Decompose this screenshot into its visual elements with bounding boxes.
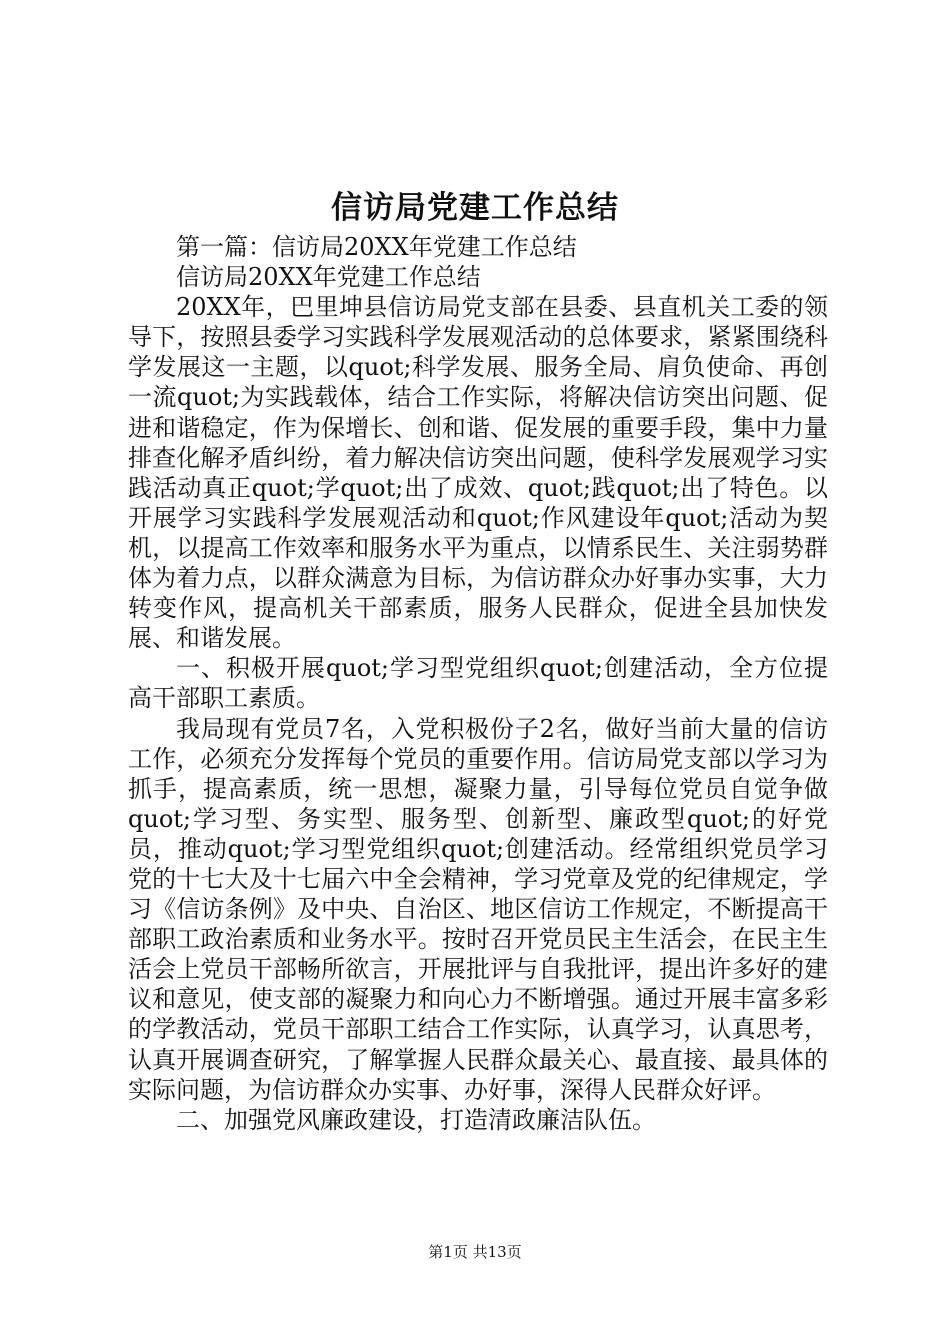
paragraph: 一、积极开展quot;学习型党组织quot;创建活动，全方位提高干部职工素质。 [128, 654, 828, 713]
paragraph: 信访局20XX年党建工作总结 [176, 263, 481, 292]
page-title: 信访局党建工作总结 [331, 190, 619, 226]
document-body [128, 232, 828, 1135]
paragraph: 我局现有党员7名，入党积极份子2名，做好当前大量的信访工作，必须充分发挥每个党员的重要作用。信访局党支部以学习为抓手，提高素质，统一思想，凝聚力量，引导每位党员自觉争做quot;学习型、务实型、服务型、创新型、廉政型quot;的好党员，推动quot;学习型党组织quot;创建活动。经常组织党员学习党的十七大及十七届六中全会精神，学习党章及党的纪律规定，学习《信访条例》及中央、自治区、地区信访工作规定，不断提高干部职工政治素质和业务水平。按时召开党员民主生活会，在民主生活会上党员干部畅所欲言，开展批评与自我批评，提出许多好的建议和意见，使支部的凝聚力和向心力不断增强。通过开展丰富多彩的学教活动，党员干部职工结合工作实际，认真学习，认真思考，认真开展调查研究，了解掌握人民群众最关心、最直接、最具体的实际问题，为信访群众办实事、办好事，深得人民群众好评。 [128, 714, 828, 1104]
paragraph: 20XX年，巴里坤县信访局党支部在县委、县直机关工委的领导下，按照县委学习实践科学发展观活动的总体要求，紧紧围绕科学发展这一主题，以quot;科学发展、服务全局、肩负使命、再创一流quot;为实践载体，结合工作实际，将解决信访突出问题、促进和谐稳定，作为保增长、创和谐、促发展的重要手段，集中力量排查化解矛盾纠纷，着力解决信访突出问题，使科学发展观学习实践活动真正quot;学quot;出了成效、quot;践quot;出了特色。以开展学习实践科学发展观活动和quot;作风建设年quot;活动为契机，以提高工作效率和服务水平为重点，以情系民生、关注弱势群体为着力点，以群众满意为目标，为信访群众办好事办实事，大力转变作风，提高机关干部素质，服务人民群众，促进全县加快发展、和谐发展。 [128, 293, 828, 653]
paragraph: 二、加强党风廉政建设，打造清政廉洁队伍。 [176, 1105, 656, 1134]
paragraph: 第一篇：信访局20XX年党建工作总结 [176, 233, 577, 261]
page-footer: 第1页 共13页 [428, 1243, 522, 1261]
